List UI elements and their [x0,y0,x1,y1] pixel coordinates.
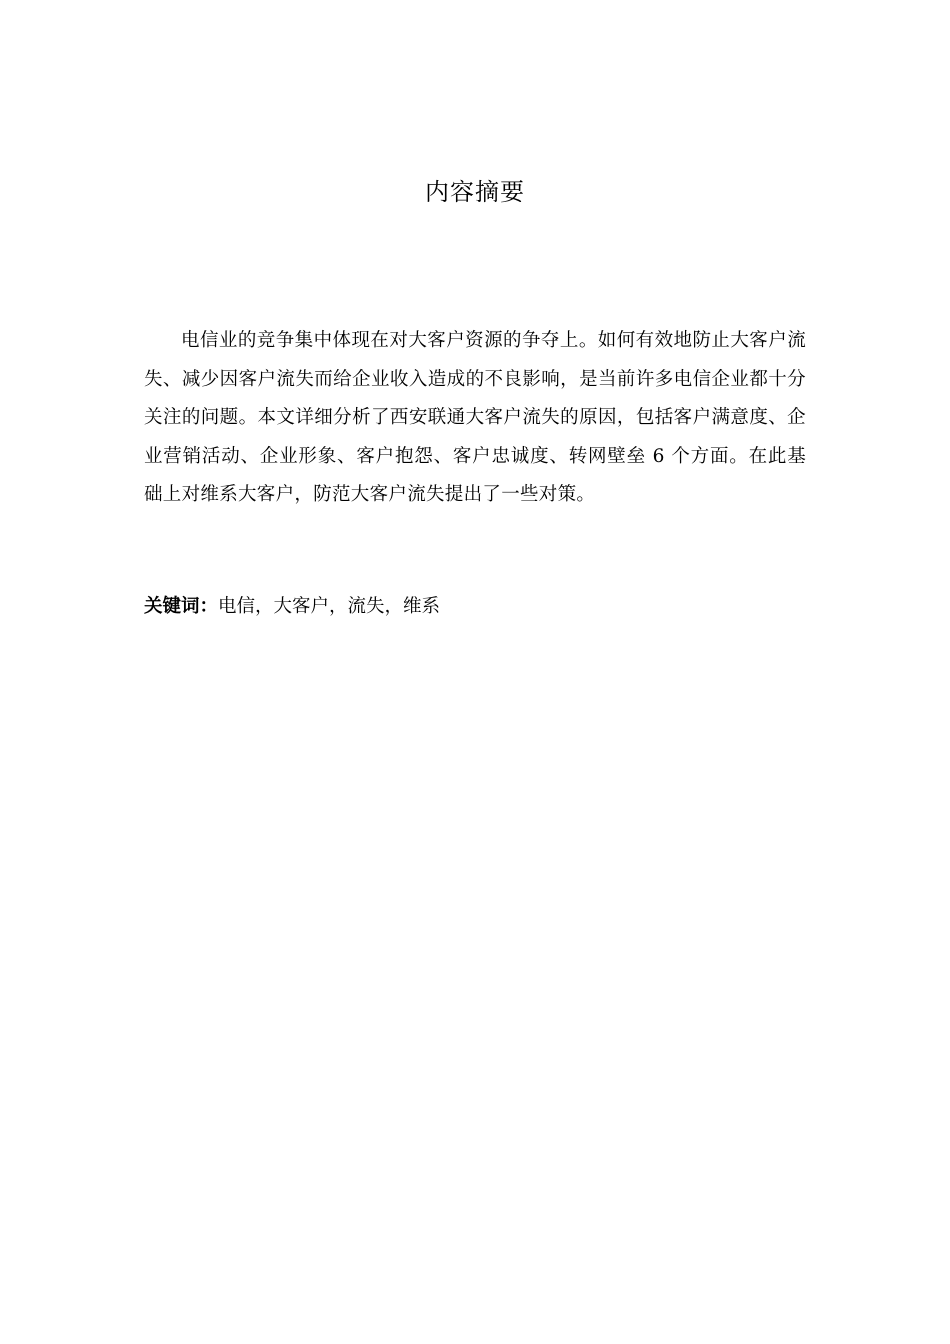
keywords-line [144,590,806,624]
abstract-title: 内容摘要 [425,178,525,206]
abstract-body: 电信业的竞争集中体现在对大客户资源的争夺上。如何有效地防止大客户流失、减少因客户流失而给企业收入造成的不良影响，是当前许多电信企业都十分关注的问题。本文详细分析了西安联通大客户流失的原因，包括客户满意度、企业营销活动、企业形象、客户抱怨、客户忠诚度、转网壁垒 6 个方面。在此基础上对维系大客户，防范大客户流失提出了一些对策。 [144,330,806,505]
keywords-values: 电信，大客户，流失，维系 [218,596,441,617]
keywords-label: 关键词： [144,596,219,617]
